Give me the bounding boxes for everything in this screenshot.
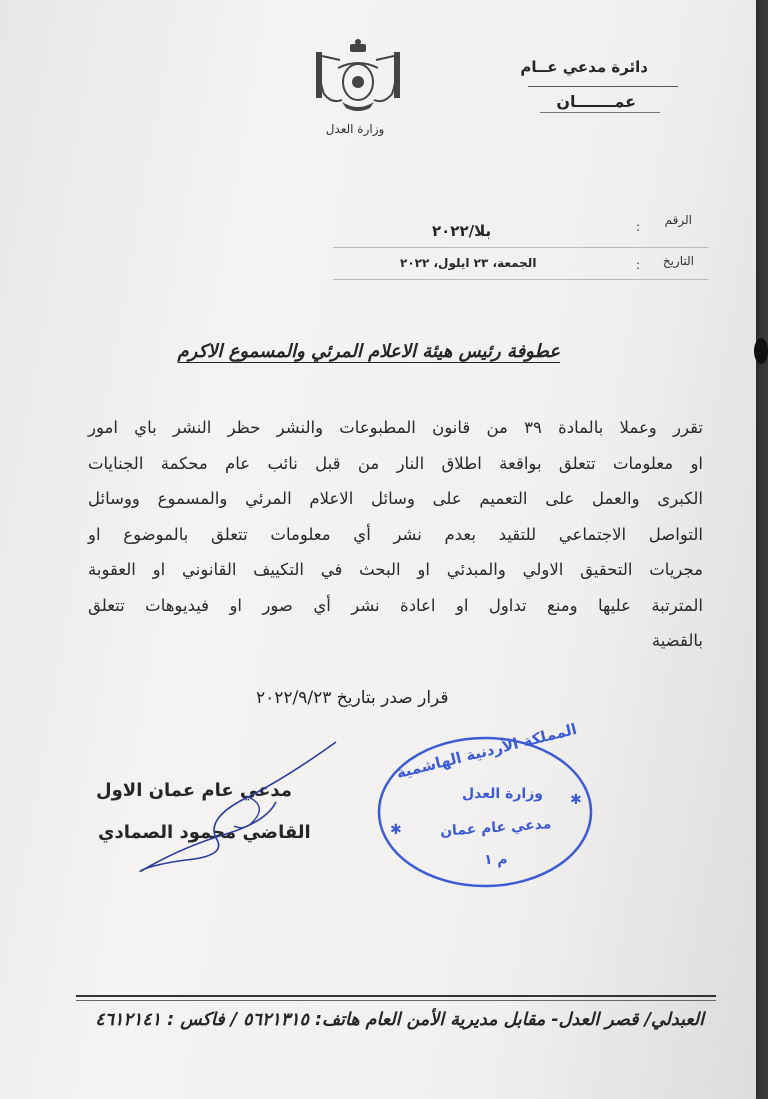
divider (540, 112, 660, 113)
body-line: التواصل الاجتماعي للتقيد بعدم نشر أي معلومات تتعلق بالموضوع او (88, 524, 703, 544)
letter-date: الجمعة، ٢٣ ايلول، ٢٠٢٢ (400, 256, 537, 270)
colon: : (636, 220, 641, 234)
letter-body (88, 410, 703, 659)
reference-number: بلا/٢٠٢٢ (432, 222, 492, 240)
footer-contact: العبدلي/ قصر العدل- مقابل مديرية الأمن العام هاتف: ٥٦٢١٣١٥ / فاكس : ٤٦١٢١٤١ (95, 1010, 704, 1030)
addressee: عطوفة رئيس هيئة الاعلام المرئي والمسموع الاكرم (177, 341, 560, 362)
body-line: الكبرى والعمل على التعميم على وسائل الاعلام المرئي والمسموع ووسائل (88, 489, 703, 508)
body-line: او معلومات تتعلق بواقعة اطلاق النار من قبل نائب عام محكمة الجنايات (88, 453, 703, 473)
body-line: المترتبة عليها ومنع تداول او اعادة نشر أي صور او فيديوهات تتعلق (88, 595, 703, 615)
stamp-ministry: وزارة العدل (462, 786, 543, 802)
stamp-code: م ١ (484, 852, 508, 868)
divider (528, 86, 678, 87)
body-line: بالقضية (651, 631, 703, 650)
divider (333, 247, 708, 248)
footer-divider (76, 995, 716, 997)
ministry-name: وزارة العدل (325, 122, 385, 136)
svg-text:✱: ✱ (390, 822, 402, 838)
handwritten-signature-icon (96, 738, 356, 878)
signatory-title: مدعي عام عمان الاول (96, 780, 292, 801)
decision-date: قرار صدر بتاريخ ٢٠٢٢/٩/٢٣ (256, 688, 449, 708)
body-line: تقرر وعملا بالمادة ٣٩ من قانون المطبوعات والنشر حظر النشر باي امور (88, 418, 704, 437)
city-name: عمـــــــان (556, 92, 636, 111)
stamp-office: مدعي عام عمان (439, 816, 552, 840)
stamp-kingdom: المملكة الأردنية الهاشمية (394, 719, 579, 783)
date-label: التاريخ (662, 254, 694, 268)
divider (333, 279, 708, 280)
footer-divider (76, 1000, 716, 1001)
jordan-coat-of-arms-icon (312, 38, 404, 114)
svg-text:✱: ✱ (570, 792, 582, 808)
punch-hole (754, 338, 768, 364)
reference-label: الرقم (664, 213, 692, 227)
signatory-name: القاضي محمود الصمادي (98, 822, 311, 843)
department-name: دائرة مدعي عــام (520, 58, 648, 76)
body-line: مجريات التحقيق الاولي والمبدئي او البحث في التكييف القانوني او العقوبة (88, 560, 703, 579)
colon: : (636, 258, 641, 272)
